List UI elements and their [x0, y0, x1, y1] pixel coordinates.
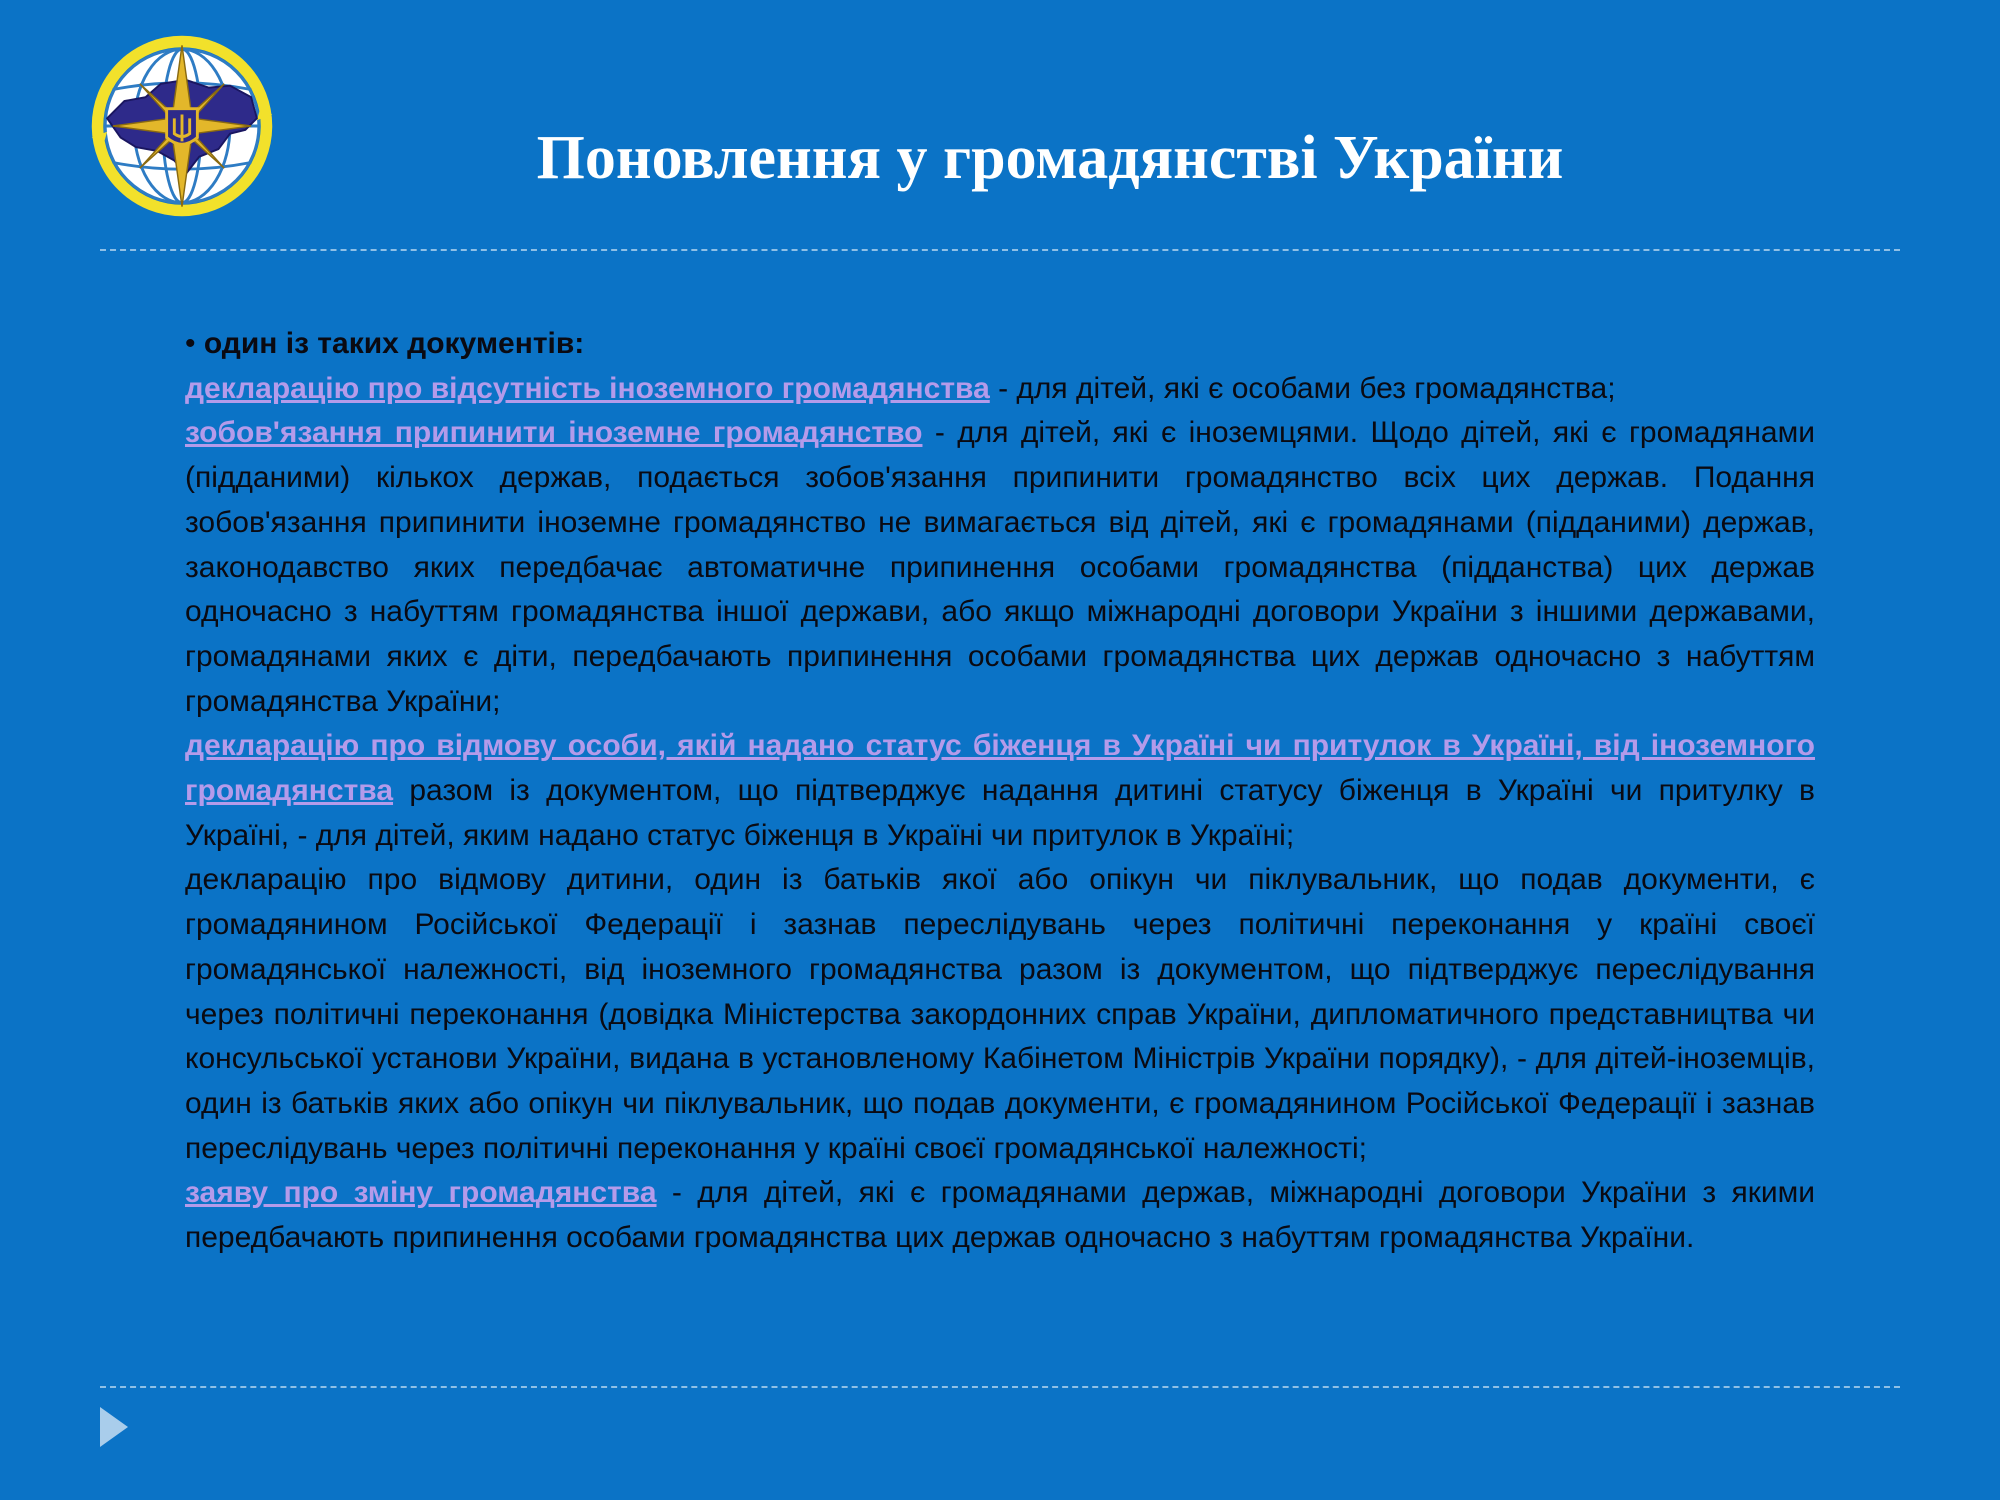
- document-item-2: [185, 411, 1815, 724]
- bottom-divider: [100, 1386, 1900, 1388]
- declaration-no-foreign-citizenship-link[interactable]: декларацію про відсутність іноземного громадянства: [185, 371, 990, 405]
- document-item-4: [185, 858, 1815, 1171]
- bullet-heading: один із таких документів:: [203, 327, 585, 360]
- bullet-paragraph: [185, 322, 1815, 367]
- migration-service-emblem-icon: [86, 30, 278, 222]
- top-divider: [100, 249, 1900, 251]
- document-item-3-text: разом із документом, що підтверджує надання дитині статусу біженця в Україні чи притулку в Україні, - для дітей, яким надано статус біженця в Україні чи притулок в Україні;: [185, 774, 1815, 852]
- obligation-terminate-citizenship-link[interactable]: зобов'язання припинити іноземне громадянство: [185, 416, 923, 450]
- document-item-2-text: - для дітей, які є іноземцями. Щодо дітей, які є громадянами (підданими) кількох держав, подається зобов'язання припинити громадянство всіх цих держав. Подання зобов'язання припинити іноземне громадянство не вимагається від дітей, які є громадянами (підданими) держав, законодавство яких передбачає автоматичне припинення особами громадянства (підданства) цих держав одночасно з набуттям громадянства іншої держави, або якщо міжнародні договори України з іншими державами, громадянами яких є діти, передбачають припинення особами громадянства цих держав одночасно з набуттям громадянства України;: [185, 416, 1815, 718]
- citizenship-change-application-link[interactable]: заяву про зміну громадянства: [185, 1176, 657, 1210]
- next-slide-arrow-icon[interactable]: [100, 1407, 128, 1447]
- bullet-marker: •: [185, 327, 196, 360]
- slide-title: Поновлення у громадянстві України: [536, 124, 1564, 192]
- document-item-3: [185, 724, 1815, 858]
- document-item-1-text: - для дітей, які є особами без громадянства;: [989, 371, 1616, 405]
- document-item-1: [185, 367, 1815, 412]
- document-item-4-text: декларацію про відмову дитини, один із батьків якої або опікун чи піклувальник, що подав документи, є громадянином Російської Федерації і зазнав переслідувань через політичні переконання у країні своєї громадянської належності, від іноземного громадянства разом із документом, що підтверджує переслідування через політичні переконання (довідка Міністерства закордонних справ України, дипломатичного представництва чи консульської установи України, видана в установленому Кабінетом Міністрів України порядку), - для дітей-іноземців, один із батьків яких або опікун чи піклувальник, що подав документи, є громадянином Російської Федерації і зазнав переслідувань через політичні переконання у країні своєї громадянської належності;: [185, 863, 1815, 1165]
- document-item-5-text: - для дітей, які є громадянами держав, міжнародні договори України з якими передбачають припинення особами громадянства цих держав одночасно з набуттям громадянства України.: [185, 1176, 1816, 1255]
- slide-body: [185, 322, 1815, 1261]
- document-item-5: [185, 1171, 1815, 1260]
- refugee-renunciation-declaration-link[interactable]: декларацію про відмову особи, якій надано статус біженця в Україні чи притулок в Україні, від іноземного громадянства: [185, 729, 1815, 808]
